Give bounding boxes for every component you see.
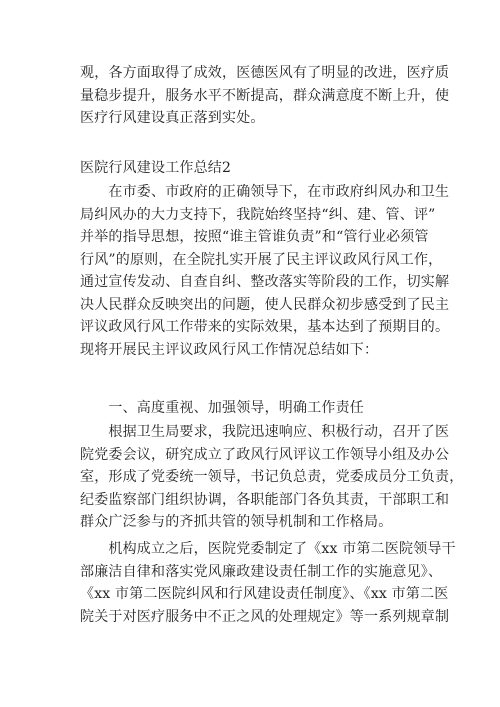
- text-line: 医疗行风建设真正落到实处。: [80, 110, 265, 126]
- text-line: 评议政风行风工作带来的实际效果，基本达到了预期目的。: [80, 319, 450, 335]
- text-line: 《xx 市第二医院纠风和行风建设责任制度》、《xx 市第二医: [80, 586, 449, 602]
- text-line: 观，各方面取得了成效，医德医风有了明显的改进，医疗质: [80, 65, 450, 81]
- text-line: 群众广泛参与的齐抓共管的领导机制和工作格局。: [80, 514, 393, 530]
- text-line: 机构成立之后，医院党委制定了《xx 市第二医院领导干: [80, 541, 456, 557]
- text-line: 院党委会议，研究成立了政风行风评议工作领导小组及办公: [80, 446, 450, 463]
- text-line: 纪委监察部门组织协调，各职能部门各负其责，干部职工和: [80, 491, 450, 508]
- text-line: 在市委、市政府的正确领导下，在市政府纠风办和卫生: [80, 184, 450, 200]
- text-line: 决人民群众反映突出的问题，使人民群众初步感受到了民主: [80, 296, 450, 313]
- section-heading: [80, 157, 425, 180]
- paragraph-organization: [80, 421, 464, 534]
- text-line: 并举的指导思想，按照“谁主管谁负责”和“管行业必须管: [80, 229, 429, 245]
- text-line: 行风”的原则，在全院扎实开展了民主评议政风行风工作，: [80, 251, 443, 268]
- text-line: 通过宣传发动、自查自纠、整改落实等阶段的工作，切实解: [80, 274, 450, 290]
- paragraph-intro: [80, 181, 450, 361]
- text-line: 室，形成了党委统一领导，书记负总责，党委成员分工负责，: [80, 469, 464, 485]
- text-line: 局纠风办的大力支持下，我院始终坚持“纠、建、管、评”: [80, 206, 436, 223]
- text-line: 现将开展民主评议政风行风工作情况总结如下：: [80, 341, 379, 358]
- text-line: 量稳步提升，服务水平不断提高，群众满意度不断上升，使: [80, 87, 450, 104]
- subsection-title: [80, 397, 425, 420]
- heading-text: 医院行风建设工作总结2: [80, 160, 232, 176]
- subsection-title-text: 一、高度重视、加强领导，明确工作责任: [80, 400, 364, 416]
- paragraph-continuation: [80, 62, 450, 130]
- text-line: 根据卫生局要求，我院迅速响应、积极行动，召开了医: [80, 424, 450, 440]
- text-line: 部廉洁自律和落实党风廉政建设责任制工作的实施意见》、: [80, 563, 443, 580]
- paragraph-regulations: [80, 538, 456, 628]
- text-line: 院关于对医疗服务中不正之风的处理规定》等一系列规章制: [80, 608, 450, 625]
